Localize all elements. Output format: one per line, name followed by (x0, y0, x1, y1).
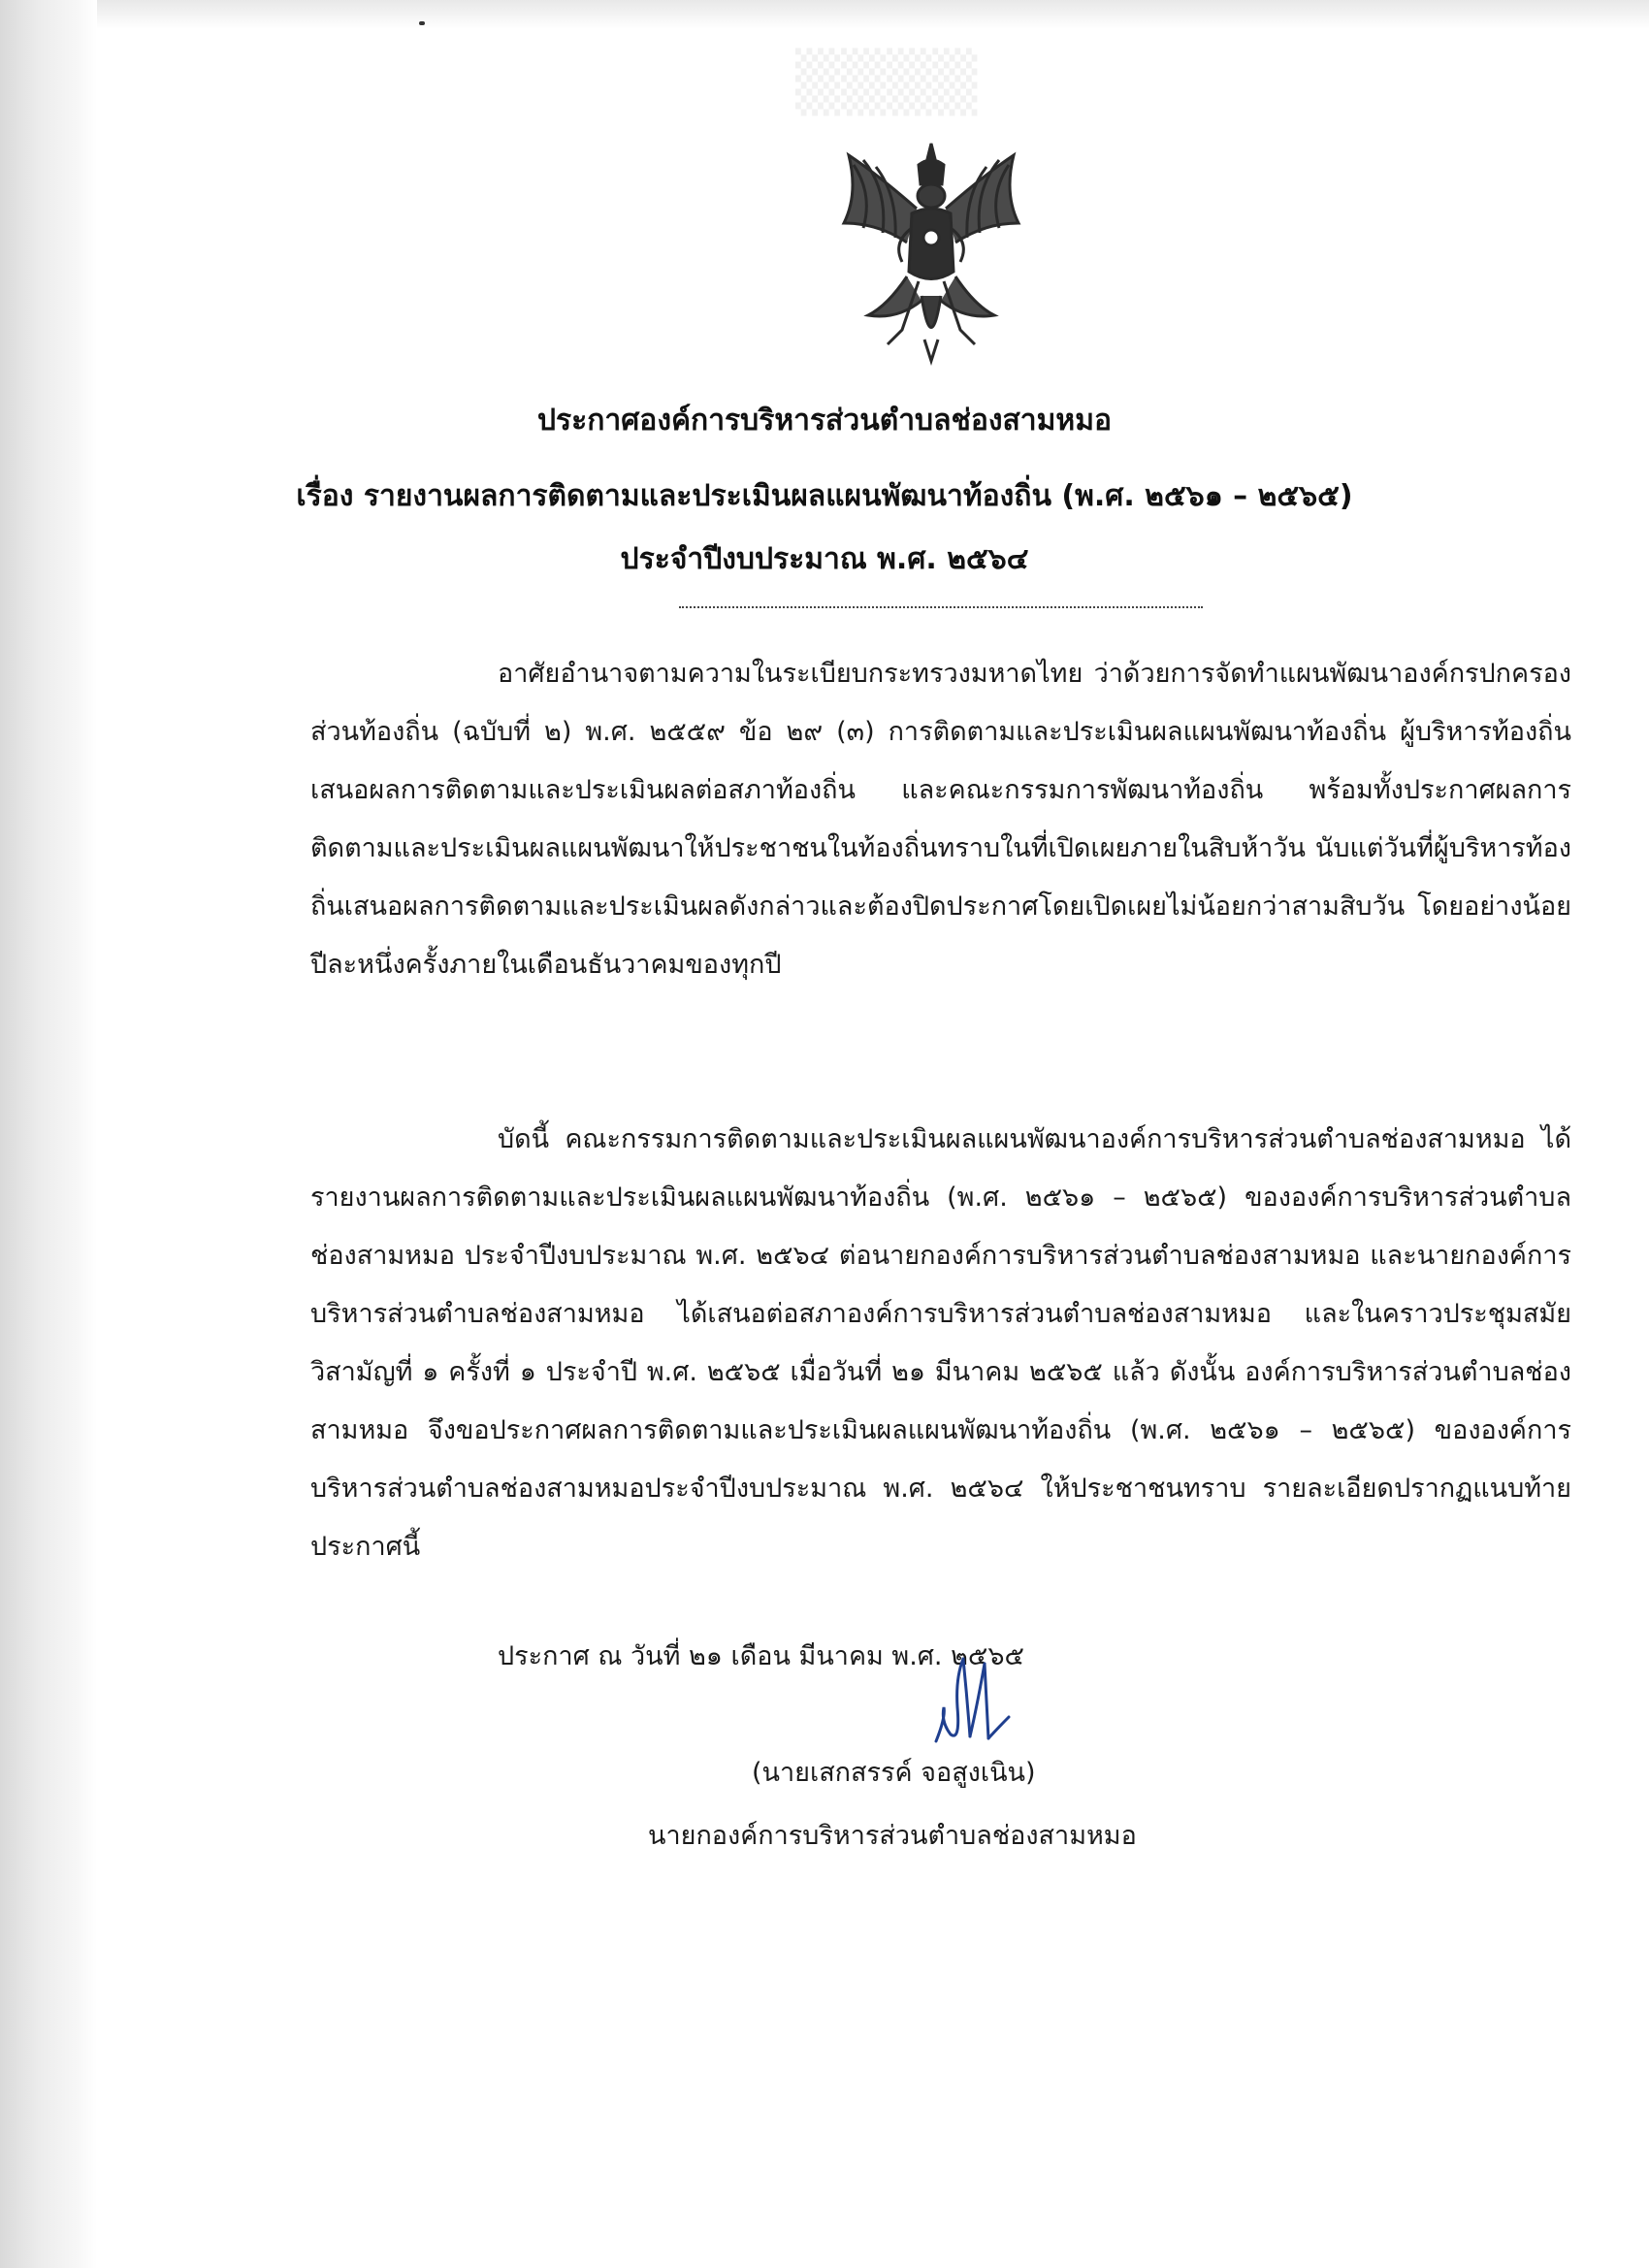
document-subject: เรื่อง รายงานผลการติดตามและประเมินผลแผนพัฒนาท้องถิ่น (พ.ศ. ๒๕๖๑ – ๒๕๖๕) (296, 479, 1353, 513)
scan-shadow-top (97, 0, 1649, 29)
announcement-date: ประกาศ ณ วันที่ ๒๑ เดือน มีนาคม พ.ศ. ๒๕๖๕ (498, 1641, 1024, 1671)
garuda-emblem-icon (829, 136, 1033, 369)
signer-title: นายกองค์การบริหารส่วนตำบลช่องสามหมอ (648, 1821, 1137, 1851)
bleed-through-mark: ▒▒▒▒ (795, 49, 979, 116)
handwritten-signature (917, 1649, 1033, 1756)
scan-speck (419, 21, 425, 25)
body-paragraph-1: อาศัยอำนาจตามความในระเบียบกระทรวงมหาดไทย ว่าด้วยการจัดทำแผนพัฒนาองค์กรปกครองส่วนท้องถิ่น (ฉบับที่ ๒) พ.ศ. ๒๕๕๙ ข้อ ๒๙ (๓) การติดตามและประเมินผลแผนพัฒนาท้องถิ่น ผู้บริหารท้องถิ่นเสนอผลการติดตามและประเมินผลต่อสภาท้องถิ่น และคณะกรรมการพัฒนาท้องถิ่น พร้อมทั้งประกาศผลการติดตามและประเมินผลแผนพัฒนาให้ประชาชนในท้องถิ่นทราบในที่เปิดเผยภายในสิบห้าวัน นับแต่วันที่ผู้บริหารท้องถิ่นเสนอผลการติดตามและประเมินผลดังกล่าวและต้องปิดประกาศโดยเปิดเผยไม่น้อยกว่าสามสิบวัน โดยอย่างน้อยปีละหนึ่งครั้งภายในเดือนธันวาคมของทุกปี (310, 659, 1571, 980)
signer-name: (นายเสกสรรค์ จอสูงเนิน) (752, 1758, 1036, 1788)
fiscal-year-heading: ประจำปีงบประมาณ พ.ศ. ๒๕๖๔ (620, 542, 1029, 576)
body-paragraph-2: บัดนี้ คณะกรรมการติดตามและประเมินผลแผนพัฒนาองค์การบริหารส่วนตำบลช่องสามหมอ ได้รายงานผลการติดตามและประเมินผลแผนพัฒนาท้องถิ่น (พ.ศ. ๒๕๖๑ – ๒๕๖๕) ขององค์การบริหารส่วนตำบลช่องสามหมอ ประจำปีงบประมาณ พ.ศ. ๒๕๖๔ ต่อนายกองค์การบริหารส่วนตำบลช่องสามหมอ และนายกองค์การบริหารส่วนตำบลช่องสามหมอ ได้เสนอต่อสภาองค์การบริหารส่วนตำบลช่องสามหมอ และในคราวประชุมสมัยวิสามัญที่ ๑ ครั้งที่ ๑ ประจำปี พ.ศ. ๒๕๖๕ เมื่อวันที่ ๒๑ มีนาคม ๒๕๖๕ แล้ว ดังนั้น องค์การบริหารส่วนตำบลช่องสามหมอ จึงขอประกาศผลการติดตามและประเมินผลแผนพัฒนาท้องถิ่น (พ.ศ. ๒๕๖๑ – ๒๕๖๕) ขององค์การบริหารส่วนตำบลช่องสามหมอประจำปีงบประมาณ พ.ศ. ๒๕๖๔ ให้ประชาชนทราบ รายละเอียดปรากฏแนบท้ายประกาศนี้ (310, 1124, 1571, 1562)
dotted-divider (679, 606, 1203, 608)
scan-shadow-left (0, 0, 97, 2268)
document-title: ประกาศองค์การบริหารส่วนตำบลช่องสามหมอ (536, 404, 1113, 437)
